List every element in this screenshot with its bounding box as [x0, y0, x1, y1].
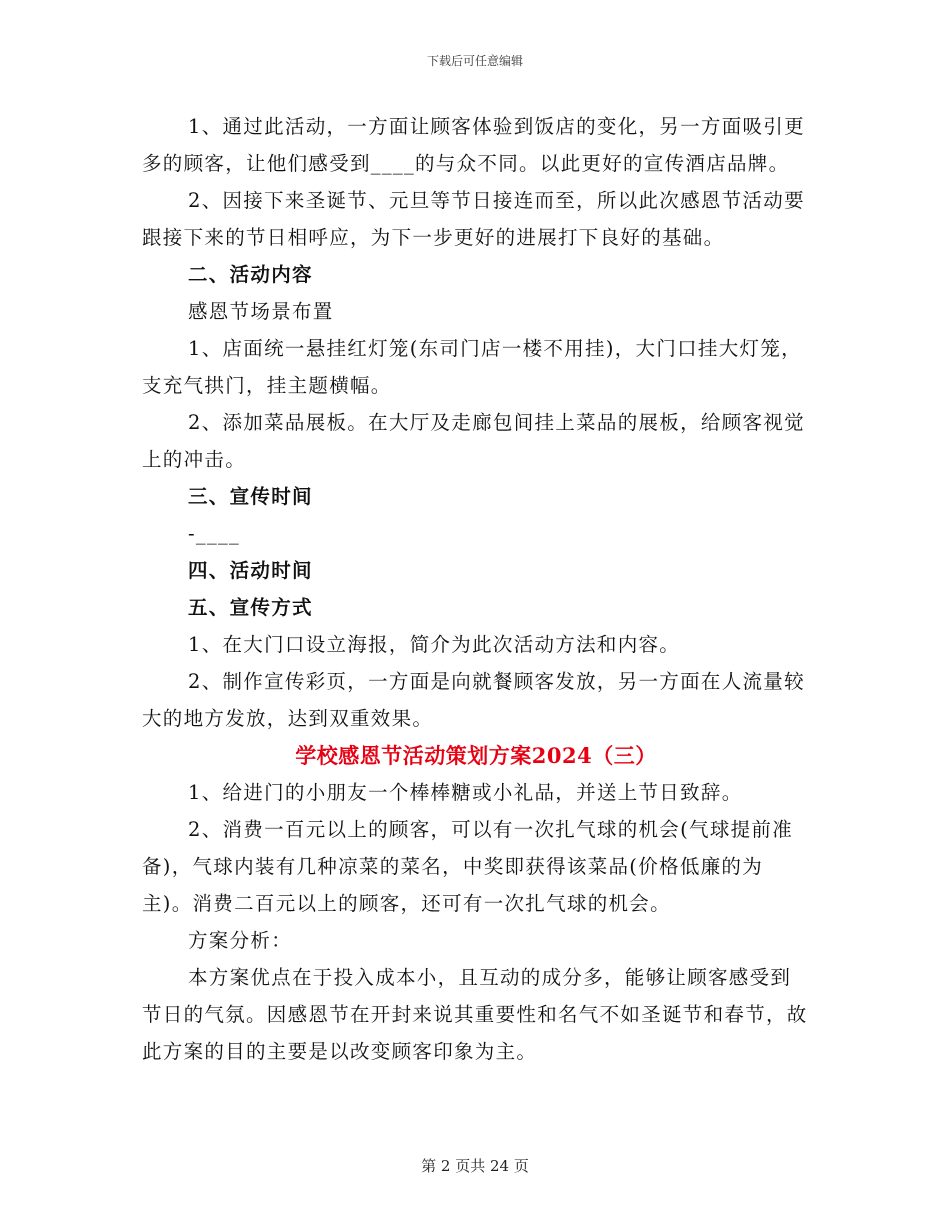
paragraph-candy-gift: 1、给进门的小朋友一个棒棒糖或小礼品，并送上节日致辞。 — [188, 781, 743, 804]
heading-promo-methods: 五、宣传方式 — [188, 596, 313, 619]
paragraph-lanterns: 1、店面统一悬挂红灯笼(东司门店一楼不用挂)，大门口挂大灯笼，支充气拱门，挂主题横幅。 — [142, 337, 802, 397]
paragraph-analysis: 本方案优点在于投入成本小，且互动的成分多，能够让顾客感受到节日的气氛。因感恩节在开封来说其重要性和名气不如圣诞节和春节，故此方案的目的主要是以改变顾客印象为主。 — [142, 966, 808, 1063]
paragraph-purpose-1: 1、通过此活动，一方面让顾客体验到饭店的变化，另一方面吸引更多的顾客，让他们感受到____的与众不同。以此更好的宣传酒店品牌。 — [142, 115, 805, 175]
section-title: 学校感恩节活动策划方案2024（三） — [295, 743, 657, 768]
document-body — [142, 108, 810, 1070]
heading-activity-content: 二、活动内容 — [188, 263, 313, 286]
page-header: 下载后可任意编辑 — [426, 54, 523, 68]
paragraph-balloon: 2、消费一百元以上的顾客，可以有一次扎气球的机会(气球提前准备)，气球内装有几种凉菜的菜名，中奖即获得该菜品(价格低廉的为主)。消费二百元以上的顾客，还可有一次扎气球的机会。 — [142, 818, 794, 915]
paragraph-purpose-2: 2、因接下来圣诞节、元旦等节日接连而至，所以此次感恩节活动要跟接下来的节日相呼应，为下一步更好的进展打下良好的基础。 — [142, 189, 805, 249]
paragraph-poster: 1、在大门口设立海报，简介为此次活动方法和内容。 — [188, 633, 681, 656]
heading-activity-time: 四、活动时间 — [188, 559, 313, 582]
heading-promo-time: 三、宣传时间 — [188, 485, 313, 508]
paragraph-promo-time-blank: -____ — [188, 522, 241, 545]
paragraph-display-boards: 2、添加菜品展板。在大厅及走廊包间挂上菜品的展板，给顾客视觉上的冲击。 — [142, 411, 805, 471]
paragraph-analysis-label: 方案分析： — [188, 929, 293, 952]
paragraph-flyers: 2、制作宣传彩页，一方面是向就餐顾客发放，另一方面在人流量较大的地方发放，达到双重效果。 — [142, 670, 805, 730]
paragraph-scene-setup: 感恩节场景布置 — [188, 300, 334, 323]
page-footer: 第 2 页共 24 页 — [421, 1157, 529, 1175]
